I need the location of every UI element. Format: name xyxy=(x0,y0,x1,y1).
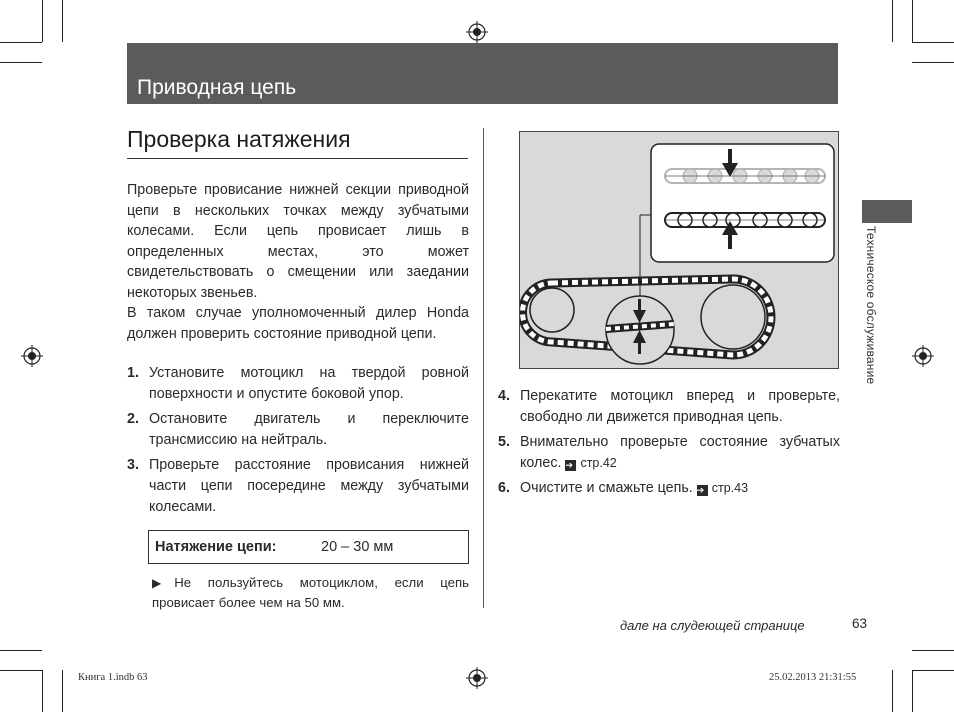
step-body: Внимательно проверьте состояние зубчатых колес. xyxy=(520,434,840,471)
step-text: Установите мотоцикл на твердой ровной поверхности и опустите боковой упор. xyxy=(149,365,469,402)
step-1 xyxy=(127,363,469,405)
crop-mark xyxy=(912,0,913,42)
chapter-header xyxy=(127,43,838,104)
step-body: Очистите и смажьте цепь. xyxy=(520,480,693,496)
crop-mark xyxy=(0,42,42,43)
step-text: Перекатите мотоцикл вперед и проверьте, свободно ли движется приводная цепь. xyxy=(520,388,840,425)
chapter-tab-label: Техническое обслуживание xyxy=(864,226,878,385)
print-timestamp: 25.02.2013 21:31:55 xyxy=(769,672,857,683)
step-text xyxy=(520,432,840,474)
chapter-title: Приводная цепь xyxy=(137,76,297,99)
step-4 xyxy=(498,386,839,428)
step-text: Остановите двигатель и переключите трансмиссию на нейтраль. xyxy=(149,411,469,448)
registration-mark-icon xyxy=(466,21,488,43)
step-2 xyxy=(127,409,469,451)
registration-mark-icon xyxy=(912,345,934,367)
step-text xyxy=(520,478,840,499)
step-number: 5. xyxy=(498,434,510,450)
warning-note xyxy=(152,573,469,612)
dealer-paragraph: В таком случае уполномоченный дилер Honda должен проверить состояние приводной цепи. xyxy=(127,305,469,342)
crop-mark xyxy=(42,0,43,42)
crop-mark xyxy=(912,670,913,712)
crop-mark xyxy=(42,670,43,712)
spec-label: Натяжение цепи: xyxy=(155,539,277,555)
registration-mark-icon xyxy=(466,667,488,689)
crop-mark xyxy=(892,670,893,712)
step-number: 3. xyxy=(127,457,139,473)
intro-paragraph: Проверьте провисание нижней секции приводной цепи в нескольких точках между зубчатыми колесами. Если цепь провисает лишь в определенных местах, это может свидетельствовать о смещении или заедании некоторых звеньев. xyxy=(127,182,469,301)
crop-mark xyxy=(912,650,954,651)
chain-illustration xyxy=(519,131,839,369)
crop-mark xyxy=(62,670,63,712)
crop-mark xyxy=(62,0,63,42)
title-divider xyxy=(127,158,468,159)
crop-mark xyxy=(912,670,954,671)
page-ref-arrow-icon: ➔ xyxy=(697,485,708,496)
page-ref-link[interactable]: стр.43 xyxy=(711,481,749,495)
step-number: 6. xyxy=(498,480,510,496)
crop-mark xyxy=(912,62,954,63)
print-file-label: Книга 1.indb 63 xyxy=(78,672,148,683)
spec-value: 20 – 30 мм xyxy=(321,539,394,555)
step-text: Проверьте расстояние провисания нижней части цепи посередине между зубчатыми колесами. xyxy=(149,457,469,515)
step-3 xyxy=(127,455,469,518)
chapter-tab xyxy=(862,200,912,223)
crop-mark xyxy=(0,650,42,651)
continued-note: дале на слудеющей странице xyxy=(620,618,805,633)
rear-sprocket xyxy=(701,285,765,349)
crop-mark xyxy=(0,670,42,671)
note-marker-icon: ▶ xyxy=(152,576,175,590)
page-ref-arrow-icon: ➔ xyxy=(565,460,576,471)
spec-box xyxy=(148,530,469,564)
registration-mark-icon xyxy=(21,345,43,367)
chain-drawing xyxy=(520,132,839,369)
crop-mark xyxy=(0,62,42,63)
crop-mark xyxy=(912,42,954,43)
step-5 xyxy=(498,432,839,474)
step-6 xyxy=(498,478,839,500)
page-ref-link[interactable]: стр.42 xyxy=(580,456,617,470)
step-number: 2. xyxy=(127,411,139,427)
column-divider xyxy=(483,128,484,608)
crop-mark xyxy=(892,0,893,42)
section-title: Проверка натяжения xyxy=(127,126,351,152)
note-text: Не пользуйтесь мотоциклом, если цепь провисает более чем на 50 мм. xyxy=(152,575,470,610)
step-number: 1. xyxy=(127,365,139,381)
zoom-inset xyxy=(651,144,834,262)
step-number: 4. xyxy=(498,388,510,404)
front-sprocket xyxy=(530,288,574,332)
page-number: 63 xyxy=(852,616,868,631)
